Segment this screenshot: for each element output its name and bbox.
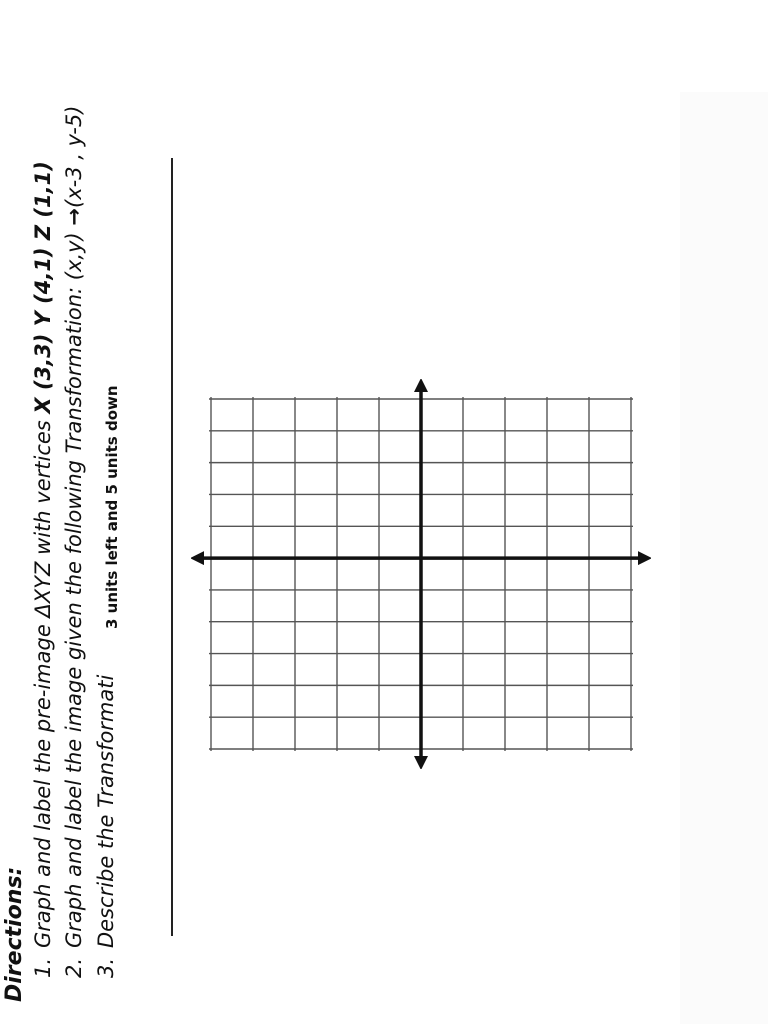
- step-1: [31, 161, 55, 978]
- step-3: [94, 675, 118, 978]
- step-2-text: Graph and label the image given the following Transformation: (x,y): [62, 225, 86, 948]
- directions-heading: Directions:: [2, 866, 27, 1002]
- coordinate-grid: [191, 379, 655, 769]
- handwritten-answer: 3 units left and 5 units down: [103, 385, 121, 629]
- answer-line: [171, 158, 173, 936]
- step-2: [62, 106, 86, 978]
- step-1-text: Graph and label the pre-image ΔXYZ with vertices: [31, 413, 55, 948]
- maps-to-arrow-icon: →: [62, 207, 86, 226]
- step-3-text: Describe the Transformati: [94, 674, 118, 948]
- step-3-number: 3.: [94, 957, 118, 978]
- step-1-vertices: X (3,3) Y (4,1) Z (1,1): [31, 161, 55, 414]
- step-1-number: 1.: [31, 957, 55, 978]
- step-2-number: 2.: [62, 957, 86, 978]
- step-2-mapping: (x-3 , y-5): [62, 105, 86, 208]
- coordinate-plane-svg: [191, 379, 651, 769]
